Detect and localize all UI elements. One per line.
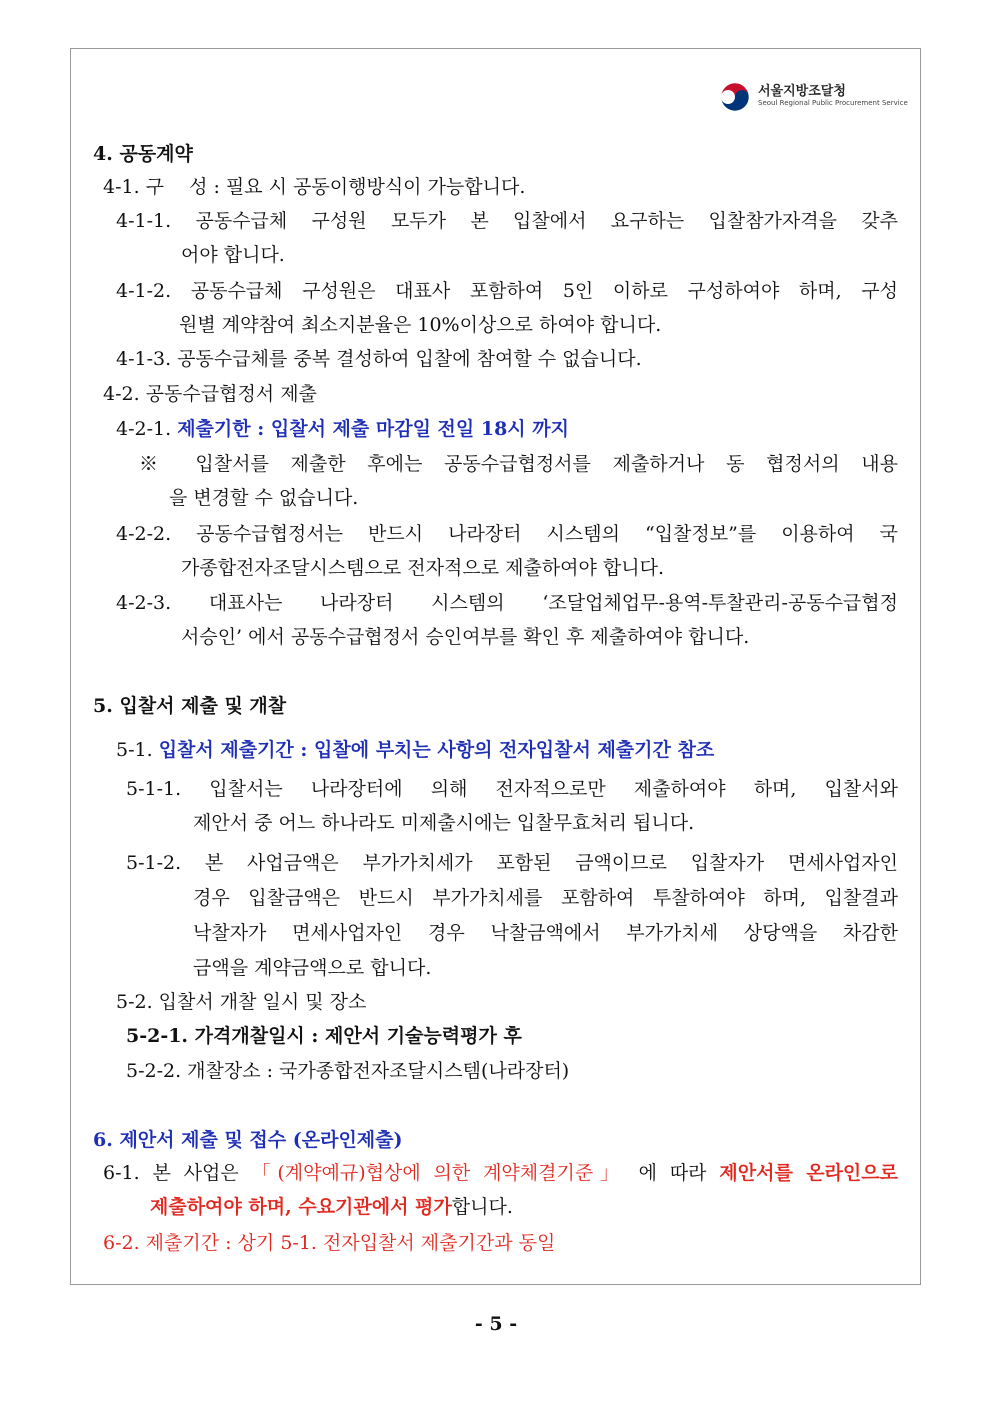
item-6-1-line2 bbox=[150, 1194, 513, 1220]
item-4-1: 4-1. 구 성 : 필요 시 공동이행방식이 가능합니다. bbox=[103, 176, 526, 198]
item-6-2: 6-2. 제출기간 : 상기 5-1. 전자입찰서 제출기간과 동일 bbox=[103, 1232, 556, 1254]
section-4-title: 4. 공동계약 bbox=[93, 143, 193, 165]
evaluation-emphasis: 제출하여야 하며, 수요기관에서 평가 bbox=[150, 1196, 452, 1218]
taegeuk-emblem-icon bbox=[718, 80, 752, 114]
item-5-2-1: 5-2-1. 가격개찰일시 : 제안서 기술능력평가 후 bbox=[126, 1025, 522, 1047]
section-5-title: 5. 입찰서 제출 및 개찰 bbox=[93, 695, 287, 717]
item-4-1-2-line2: 원별 계약참여 최소지분율은 10%이상으로 하여야 합니다. bbox=[179, 314, 662, 336]
bid-period-text: 입찰서 제출기간 : 입찰에 부치는 사항의 전자입찰서 제출기간 참조 bbox=[158, 739, 715, 761]
note-line2: 을 변경할 수 없습니다. bbox=[169, 487, 359, 509]
item-6-1-lead: 6-1. 본 사업은 bbox=[103, 1162, 239, 1184]
item-4-2-1 bbox=[116, 416, 569, 442]
item-5-1-2-line4: 금액을 계약금액으로 합니다. bbox=[193, 957, 432, 979]
page-number: - 5 - bbox=[474, 1313, 518, 1335]
item-4-2-1-number: 4-2-1. bbox=[116, 418, 172, 440]
item-5-1-number: 5-1. bbox=[116, 739, 153, 761]
item-4-1-1-line2: 어야 합니다. bbox=[181, 244, 285, 266]
item-5-2-2: 5-2-2. 개찰장소 : 국가종합전자조달시스템(나라장터) bbox=[126, 1060, 570, 1082]
regulation-reference: 「(계약예규)협상에 의한 계약체결기준」 bbox=[251, 1162, 626, 1184]
item-4-1-2-line1: 4-1-2. 공동수급체 구성원은 대표사 포함하여 5인 이하로 구성하여야 하며, 구성 bbox=[116, 280, 898, 302]
item-4-2-2-line2: 가종합전자조달시스템으로 전자적으로 제출하여야 합니다. bbox=[181, 557, 665, 579]
item-6-1-line1 bbox=[103, 1160, 898, 1186]
item-4-2: 4-2. 공동수급협정서 제출 bbox=[103, 383, 317, 405]
item-4-2-3-line1: 4-2-3. 대표사는 나라장터 시스템의 ‘조달업체업무-용역-투찰관리-공동수급협정 bbox=[116, 592, 898, 614]
item-5-2: 5-2. 입찰서 개찰 일시 및 장소 bbox=[116, 991, 367, 1013]
item-6-1-connector: 에 따라 bbox=[638, 1162, 707, 1184]
item-5-1-2-line3: 낙찰자가 면세사업자인 경우 낙찰금액에서 부가가치세 상당액을 차감한 bbox=[193, 922, 898, 944]
item-5-1 bbox=[116, 737, 714, 763]
item-5-1-1-line2: 제안서 중 어느 하나라도 미제출시에는 입찰무효처리 됩니다. bbox=[193, 812, 695, 834]
item-5-1-2-line1: 5-1-2. 본 사업금액은 부가가치세가 포함된 금액이므로 입찰자가 면세사업자인 bbox=[126, 852, 898, 874]
item-4-1-1-line1: 4-1-1. 공동수급체 구성원 모두가 본 입찰에서 요구하는 입찰참가자격을 갖추 bbox=[116, 210, 898, 232]
agency-logo bbox=[718, 80, 908, 114]
item-4-1-3: 4-1-3. 공동수급체를 중복 결성하여 입찰에 참여할 수 없습니다. bbox=[116, 348, 642, 370]
item-5-1-1-line1: 5-1-1. 입찰서는 나라장터에 의해 전자적으로만 제출하여야 하며, 입찰서와 bbox=[126, 778, 898, 800]
item-4-2-3-line2: 서승인’ 에서 공동수급협정서 승인여부를 확인 후 제출하여야 합니다. bbox=[181, 626, 750, 648]
section-6-title: 6. 제안서 제출 및 접수 (온라인제출) bbox=[93, 1129, 403, 1151]
item-6-1-tail: 합니다. bbox=[451, 1196, 513, 1218]
item-4-2-2-line1: 4-2-2. 공동수급협정서는 반드시 나라장터 시스템의 “입찰정보”를 이용하여 국 bbox=[116, 523, 898, 545]
online-submission-emphasis: 제안서를 온라인으로 bbox=[719, 1162, 898, 1184]
note-line1: ※ 입찰서를 제출한 후에는 공동수급협정서를 제출하거나 동 협정서의 내용 bbox=[139, 453, 898, 475]
item-5-1-2-line2: 경우 입찰금액은 반드시 부가가치세를 포함하여 투찰하여야 하며, 입찰결과 bbox=[193, 887, 898, 909]
submission-deadline-text: 제출기한 : 입찰서 제출 마감일 전일 18시 까지 bbox=[177, 418, 569, 440]
logo-korean-name: 서울지방조달청 bbox=[758, 84, 846, 99]
logo-english-name: Seoul Regional Public Procurement Service bbox=[758, 99, 908, 107]
